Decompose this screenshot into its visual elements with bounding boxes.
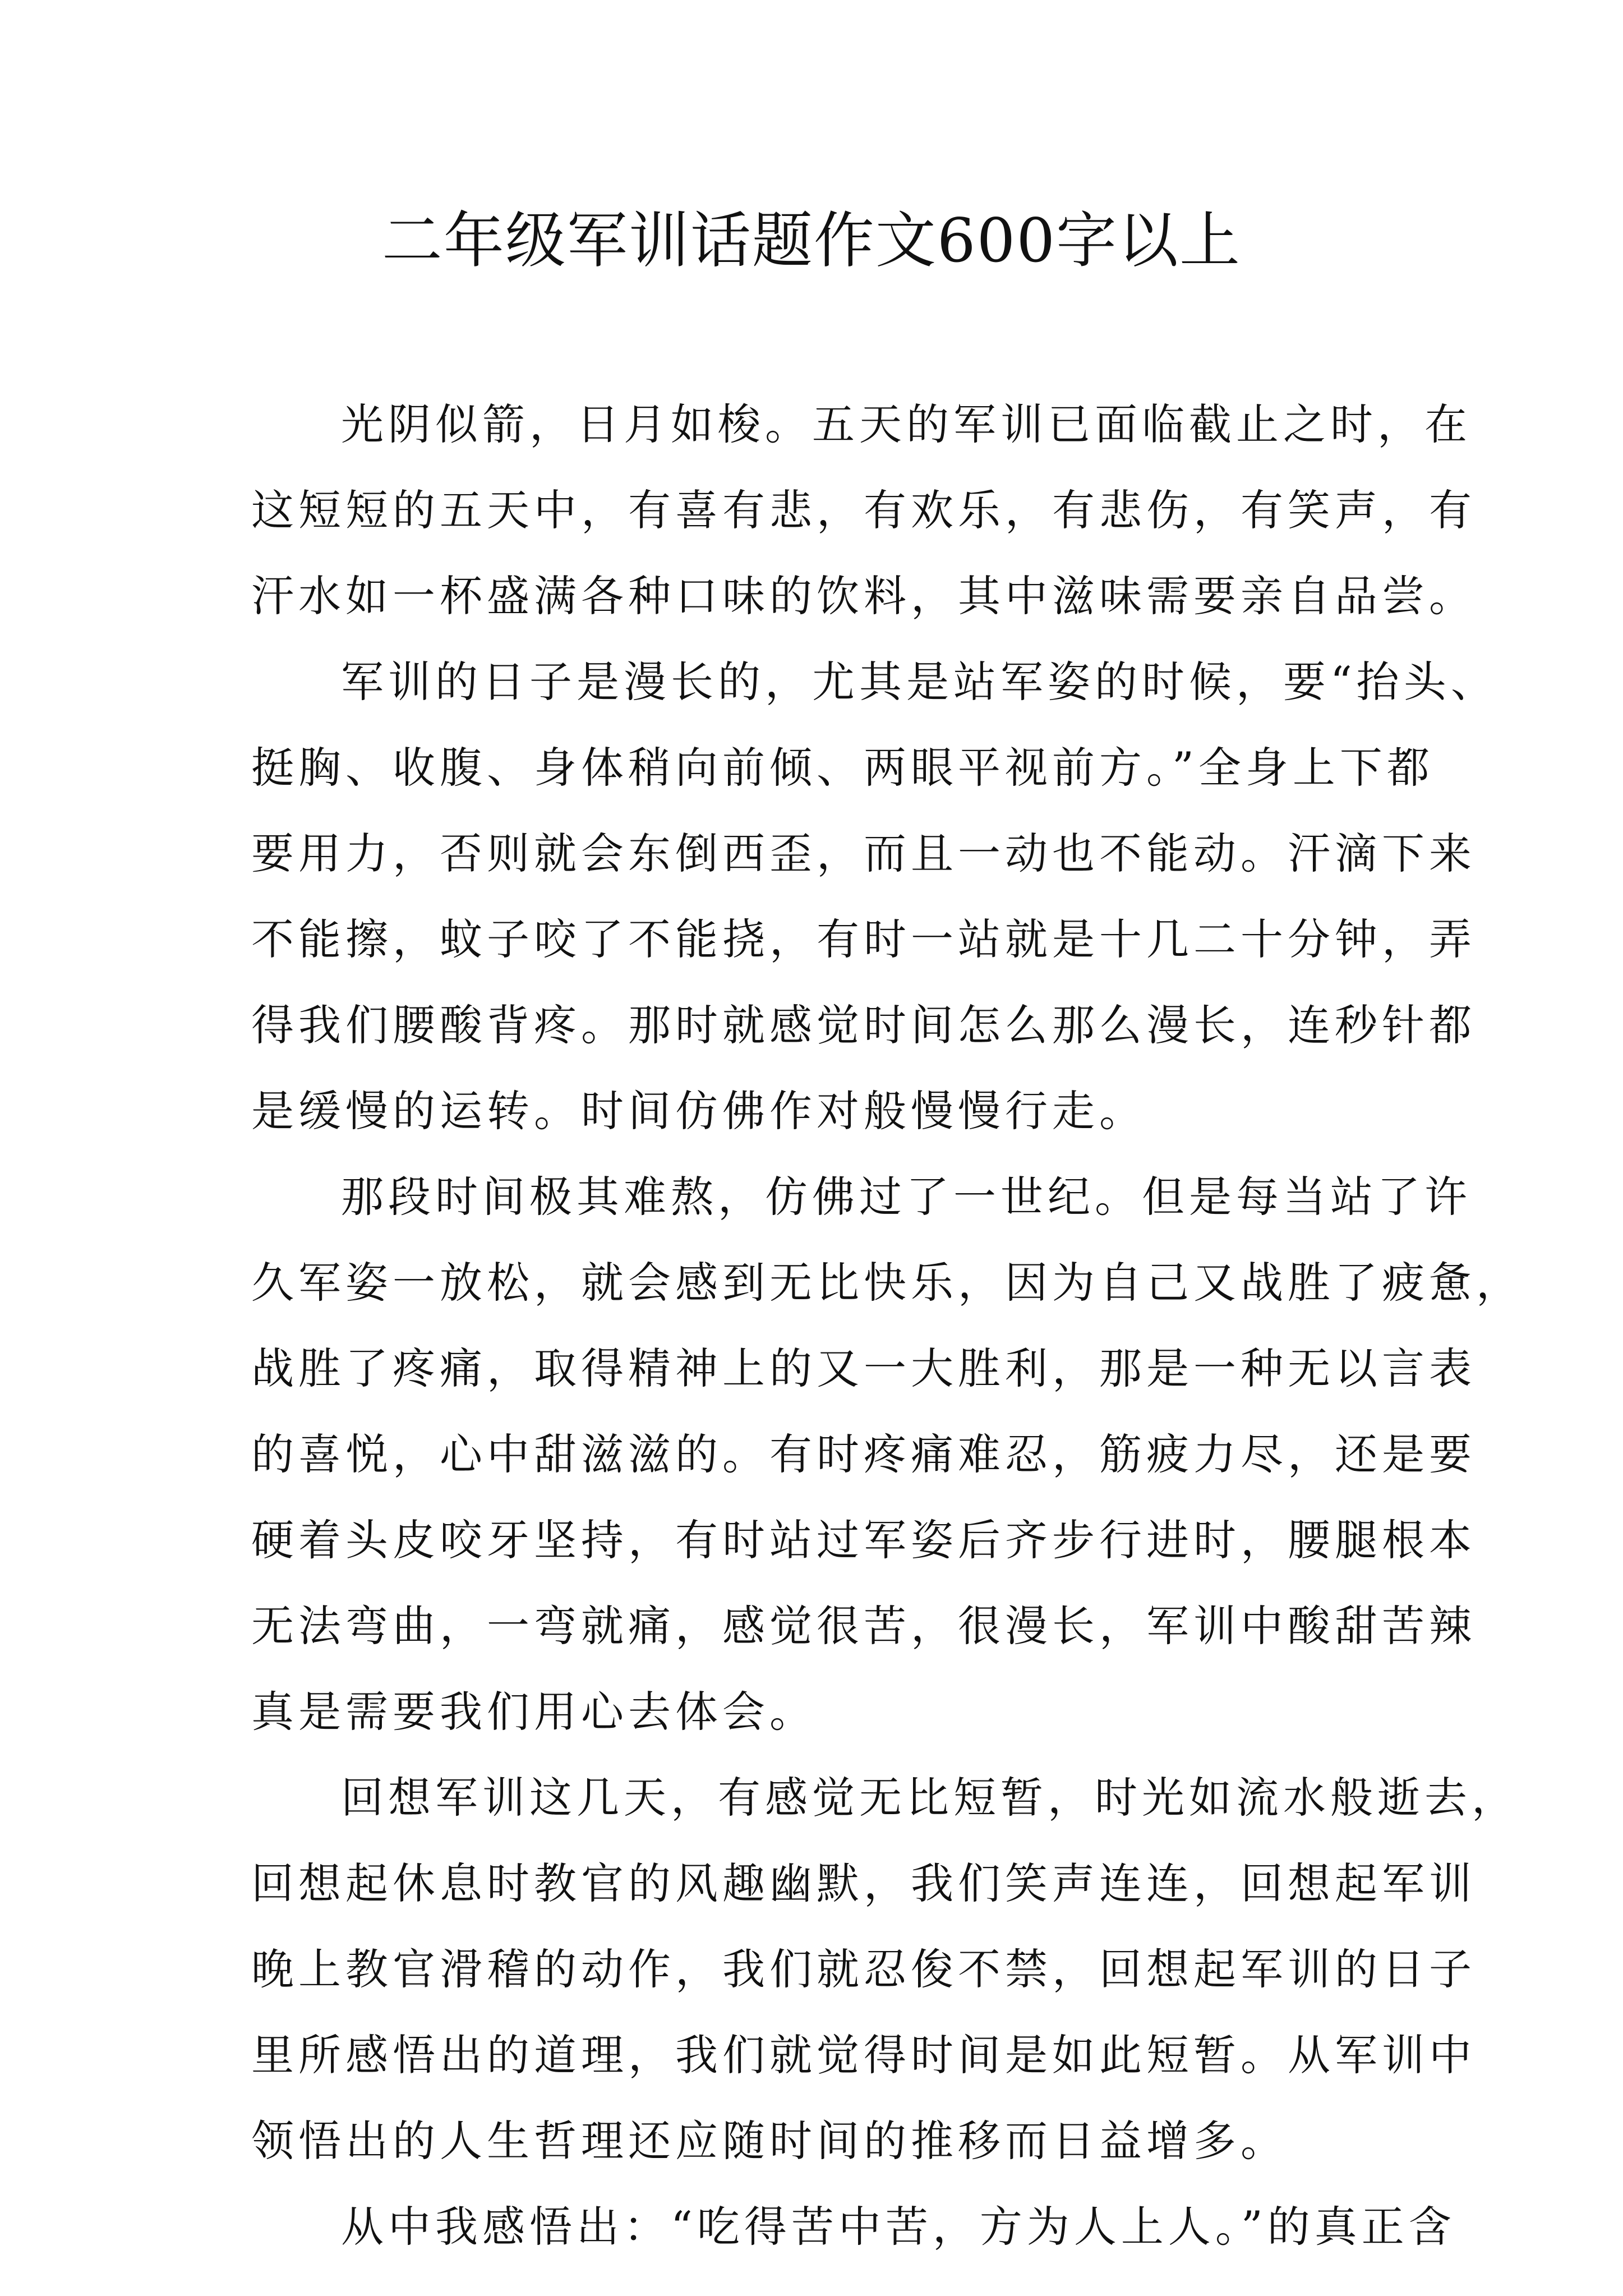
paragraph-1-line-2: 这短短的五天中，有喜有悲，有欢乐，有悲伤，有笑声，有 xyxy=(251,485,1476,535)
paragraph-3-line-3: 战胜了疼痛，取得精神上的又一大胜利，那是一种无以言表 xyxy=(251,1343,1476,1393)
document-title: 二年级军训话题作文600字以上 xyxy=(381,206,1242,276)
paragraph-1-line-1: 光阴似箭，日月如梭。五天的军训已面临截止之时，在 xyxy=(341,399,1472,449)
paragraph-4-line-2: 回想起休息时教官的风趣幽默，我们笑声连连，回想起军训 xyxy=(251,1858,1476,1908)
paragraph-3-line-4: 的喜悦，心中甜滋滋的。有时疼痛难忍，筋疲力尽，还是要 xyxy=(251,1429,1476,1479)
paragraph-1-line-3: 汗水如一杯盛满各种口味的饮料，其中滋味需要亲自品尝。 xyxy=(251,571,1476,621)
paragraph-2-line-2: 挺胸、收腹、身体稍向前倾、两眼平视前方。”全身上下都 xyxy=(251,743,1434,793)
paragraph-4-line-4: 里所感悟出的道理，我们就觉得时间是如此短暂。从军训中 xyxy=(251,2030,1476,2080)
paragraph-5-line-1: 从中我感悟出：“吃得苦中苦，方为人上人。”的真正含 xyxy=(341,2202,1456,2252)
paragraph-4-line-1: 回想军训这几天，有感觉无比短暂，时光如流水般逝去， xyxy=(341,1773,1519,1823)
paragraph-2-line-5: 得我们腰酸背疼。那时就感觉时间怎么那么漫长，连秒针都 xyxy=(251,1000,1476,1050)
paragraph-3-line-7: 真是需要我们用心去体会。 xyxy=(251,1687,817,1737)
paragraph-2-line-3: 要用力，否则就会东倒西歪，而且一动也不能动。汗滴下来 xyxy=(251,829,1476,878)
paragraph-4-line-3: 晚上教官滑稽的动作，我们就忍俊不禁，回想起军训的日子 xyxy=(251,1944,1476,1994)
paragraph-2-line-6: 是缓慢的运转。时间仿佛作对般慢慢行走。 xyxy=(251,1086,1146,1136)
paragraph-3-line-6: 无法弯曲，一弯就痛，感觉很苦，很漫长，军训中酸甜苦辣 xyxy=(251,1601,1476,1651)
paragraph-3-line-1: 那段时间极其难熬，仿佛过了一世纪。但是每当站了许 xyxy=(341,1172,1472,1222)
paragraph-3-line-2: 久军姿一放松，就会感到无比快乐，因为自己又战胜了疲惫， xyxy=(251,1258,1523,1308)
paragraph-3-line-5: 硬着头皮咬牙坚持，有时站过军姿后齐步行进时，腰腿根本 xyxy=(251,1515,1476,1565)
document-body xyxy=(251,381,1523,2270)
paragraph-4-line-5: 领悟出的人生哲理还应随时间的推移而日益增多。 xyxy=(251,2116,1288,2166)
paragraph-2-line-4: 不能擦，蚊子咬了不能挠，有时一站就是十几二十分钟，弄 xyxy=(251,914,1476,964)
paragraph-2-line-1: 军训的日子是漫长的，尤其是站军姿的时候，要“抬头、 xyxy=(341,657,1498,707)
